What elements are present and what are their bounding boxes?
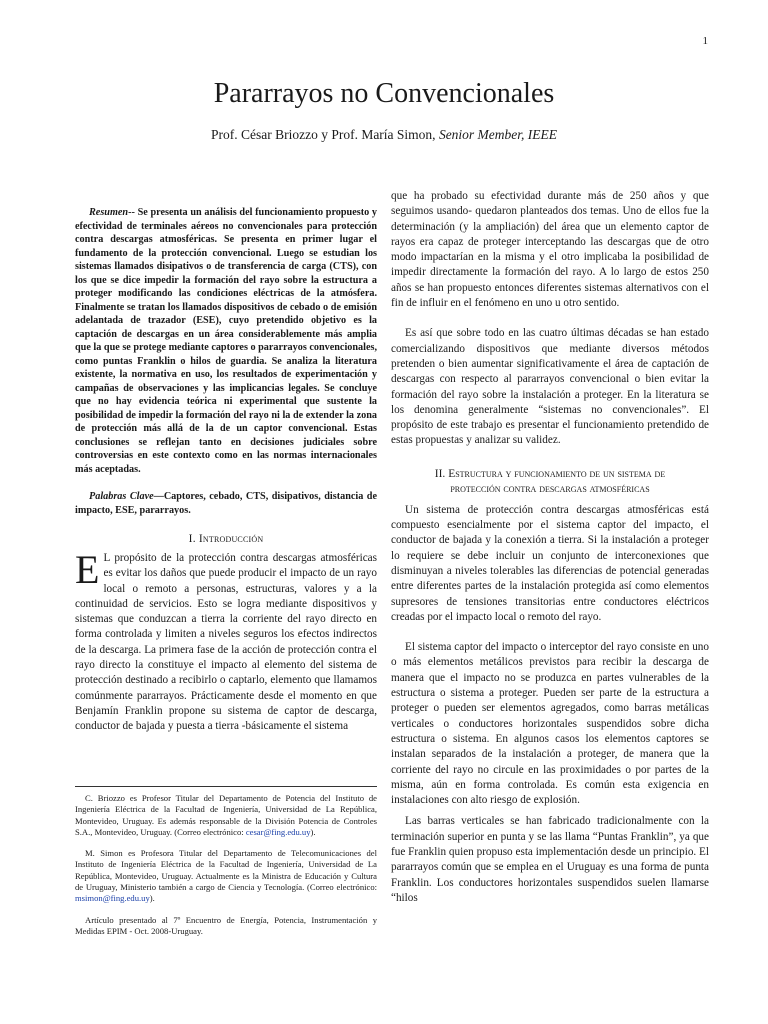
abstract (75, 206, 377, 476)
section-1-paragraph (75, 547, 377, 735)
keywords-text: —Captores, cebado, CTS, disipativos, distancia de impacto, ESE, pararrayos. (75, 491, 377, 516)
author-names: Prof. César Briozzo y Prof. María Simon, (210, 127, 436, 142)
section-2-title-line2: protección contra descargas atmosféricas (450, 482, 650, 495)
footnote-briozzo (75, 793, 377, 838)
keywords (75, 490, 377, 517)
paragraph-system: Un sistema de protección contra descargas atmosféricas está compuesto esencialmente por el sistema captor del impacto, el conductor de bajada y la conexión a tierra. Si la instalación a proteger lo requiere se debe incluir un conjunto de interconexiones que disminuyan a niveles tolerables las diferencias de potencial generadas entre diferentes partes de la instalación protegida así como elementos supresores de tensiones transitorias entre conductores eléctricos creadas por el impacto local o remoto del rayo. (391, 503, 709, 623)
section-2-heading (391, 467, 709, 497)
section-2-number: II. (434, 467, 446, 480)
section-1-heading (75, 533, 377, 545)
section-1-title: Introducción (198, 533, 264, 545)
abstract-text: -- Se presenta un análisis del funcionamiento propuesto y efectividad de terminales aéreos no convencionales para protección contra descargas atmosféricas. Se presenta en primer lugar el fundamento de la protección convencional. Luego se estudian los sistemas llamados disipativos o de transferencia de carga (CTS), con los que se dice impedir la formación del rayo sobre la estructura a proteger modificando las condiciones eléctricas de la atmósfera. Finalmente se tratan los llamados dispositivos de cebado o de emisión adelantada de trazador (ESE), cuyo pretendido objetivo es la captación de descargas en un área considerablemente más amplia que la que se protege mediante captores o pararrayos convencionales, como puntas Franklin o hilos de guardia. Se analiza la literatura existente, la normativa en uso, los resultados de experimentación y campañas de observaciones y las implicancias legales. Se concluye que no hay evidencia teórica ni experimental que sustente la posibilidad de impedir la formación del rayo ni la de extender la zona de protección más allá de la de un captor convencional. Estas conclusiones se reflejan tanto en decisiones judiciales sobre controversias en este contexto como en las normas internacionales más aceptadas. (75, 207, 377, 475)
section-2-title-line1: Estructura y funcionamiento de un sistema de (448, 467, 666, 480)
email-link-simon[interactable]: msimon@fing.edu.uy (75, 893, 150, 904)
footnote-2-text: M. Simon es Profesora Titular del Departamento de Telecomunicaciones del Instituto de Ingeniería Eléctrica de la Facultad de Ingeniería, Universidad de La República, Montevideo, Uruguay. Actualmente es la Ministra de Educación y Cultura de Uruguay, Ministerio también a cargo de Ciencia y Tecnología. (Correo electrónico: (75, 848, 377, 893)
paragraph-purpose: Es así que sobre todo en las cuatro últimas décadas se han estado comercializando dispositivos que mediante diversos métodos pretenden o bien aumentar significativamente el área de captación de descargas con respecto al pararrayos convencional o bien evitar la formación del rayo sobre la instalación a proteger. En la literatura se los denomina generalmente “sistemas no convencionales”. El propósito de este trabajo es presentar el funcionamiento pretendido de estas propuestas y analizar su validez. (391, 327, 709, 447)
footnote-2-end: ). (149, 893, 155, 904)
author-affiliation: Senior Member, IEEE (438, 127, 558, 142)
footnote-simon (75, 848, 377, 904)
continued-paragraph: que ha probado su efectividad durante más de 250 años y que seguimos usando- quedaron planteados dos temas. Uno de ellos fue la determinación (y la ampliación) del área que un elemento captor de rayos era capaz de proteger interceptando las descargas que de otro modo impactarían en la misma y el otro implicaba la posibilidad de impedir directamente la formación del rayo. A lo largo de estos 250 años se han propuesto entonces diferentes sistemas alternativos con el fin de influir en el fenómeno en uno u otro sentido. (391, 190, 709, 310)
footnote-1-end: ). (310, 826, 316, 837)
paragraph-franklin: Las barras verticales se han fabricado tradicionalmente con la terminación superior en punta y se las llama “Puntas Franklin”, ya que fue Franklin quien propuso esta implementación desde un principio. El pararrayos común que se emplea en el Uruguay es una forma de punta Franklin. Los conductores horizontales suspendidos suelen llamarse “hilos (391, 815, 709, 904)
left-column (75, 206, 377, 735)
footnote-1-text: C. Briozzo es Profesor Titular del Departamento de Potencia del Instituto de Ingeniería Eléctrica de la Facultad de Ingeniería, Universidad de La República, Montevideo, Uruguay. Es además responsable de la División Potencia de Controles S.A., Montevideo, Uruguay. (Correo electrónico: (75, 793, 377, 837)
paragraph-captor: El sistema captor del impacto o interceptor del rayo consiste en uno o más elementos metálicos previstos para recibir la descarga de manera que el impacto no se produzca en partes vulnerables de la estructura o sistema a proteger. Pueden ser parte de la estructura a proteger o pueden ser elementos agregados, como barras metálicas verticales o conductores horizontales suspendidos sobre dicha estructura o sistema. En algunos casos los elementos captores se instalan separados de la instalación a proteger, de manera que la corriente del rayo no circule en las proximidades o por partes de la misma, aún en forma controlada. Es común esta exigencia en instalaciones con alto riesgo de explosión. (391, 641, 709, 807)
footnotes (75, 786, 377, 947)
abstract-lead: Resumen (89, 207, 129, 218)
author-line (0, 127, 768, 143)
paper-title: Pararrayos no Convencionales (213, 78, 555, 109)
email-link-briozzo[interactable]: cesar@fing.edu.uy (245, 826, 311, 837)
page-number: 1 (702, 35, 708, 47)
footnote-article: Artículo presentado al 7º Encuentro de Energía, Potencia, Instrumentación y Medidas EPIM - Oct. 2008-Uruguay. (75, 914, 377, 936)
drop-cap: E (75, 547, 100, 592)
section-1-text: L propósito de la protección contra descargas atmosféricas es evitar los daños que puede producir el impacto de un rayo local o remoto a personas, estructuras, valores y a la continuidad de servicios. Esto se logra mediante dispositivos y sistemas que conduzcan a tierra la corriente del rayo directo en forma controlada y limiten a niveles seguros los efectos indirectos de la descarga. La primera fase de la acción de protección contra el rayo directo la constituye el impacto al elemento del sistema de protección destinado a recibirlo o captarlo, elemento que llamamos comúnmente pararrayos. Prácticamente desde el momento en que Benjamín Franklin propone su sistema de captor de descarga, conductor de bajada y puesta a tierra -básicamente el sistema (75, 552, 377, 733)
section-1-number: I. (188, 533, 196, 545)
right-column (391, 189, 709, 906)
keywords-lead: Palabras Clave (89, 491, 154, 502)
